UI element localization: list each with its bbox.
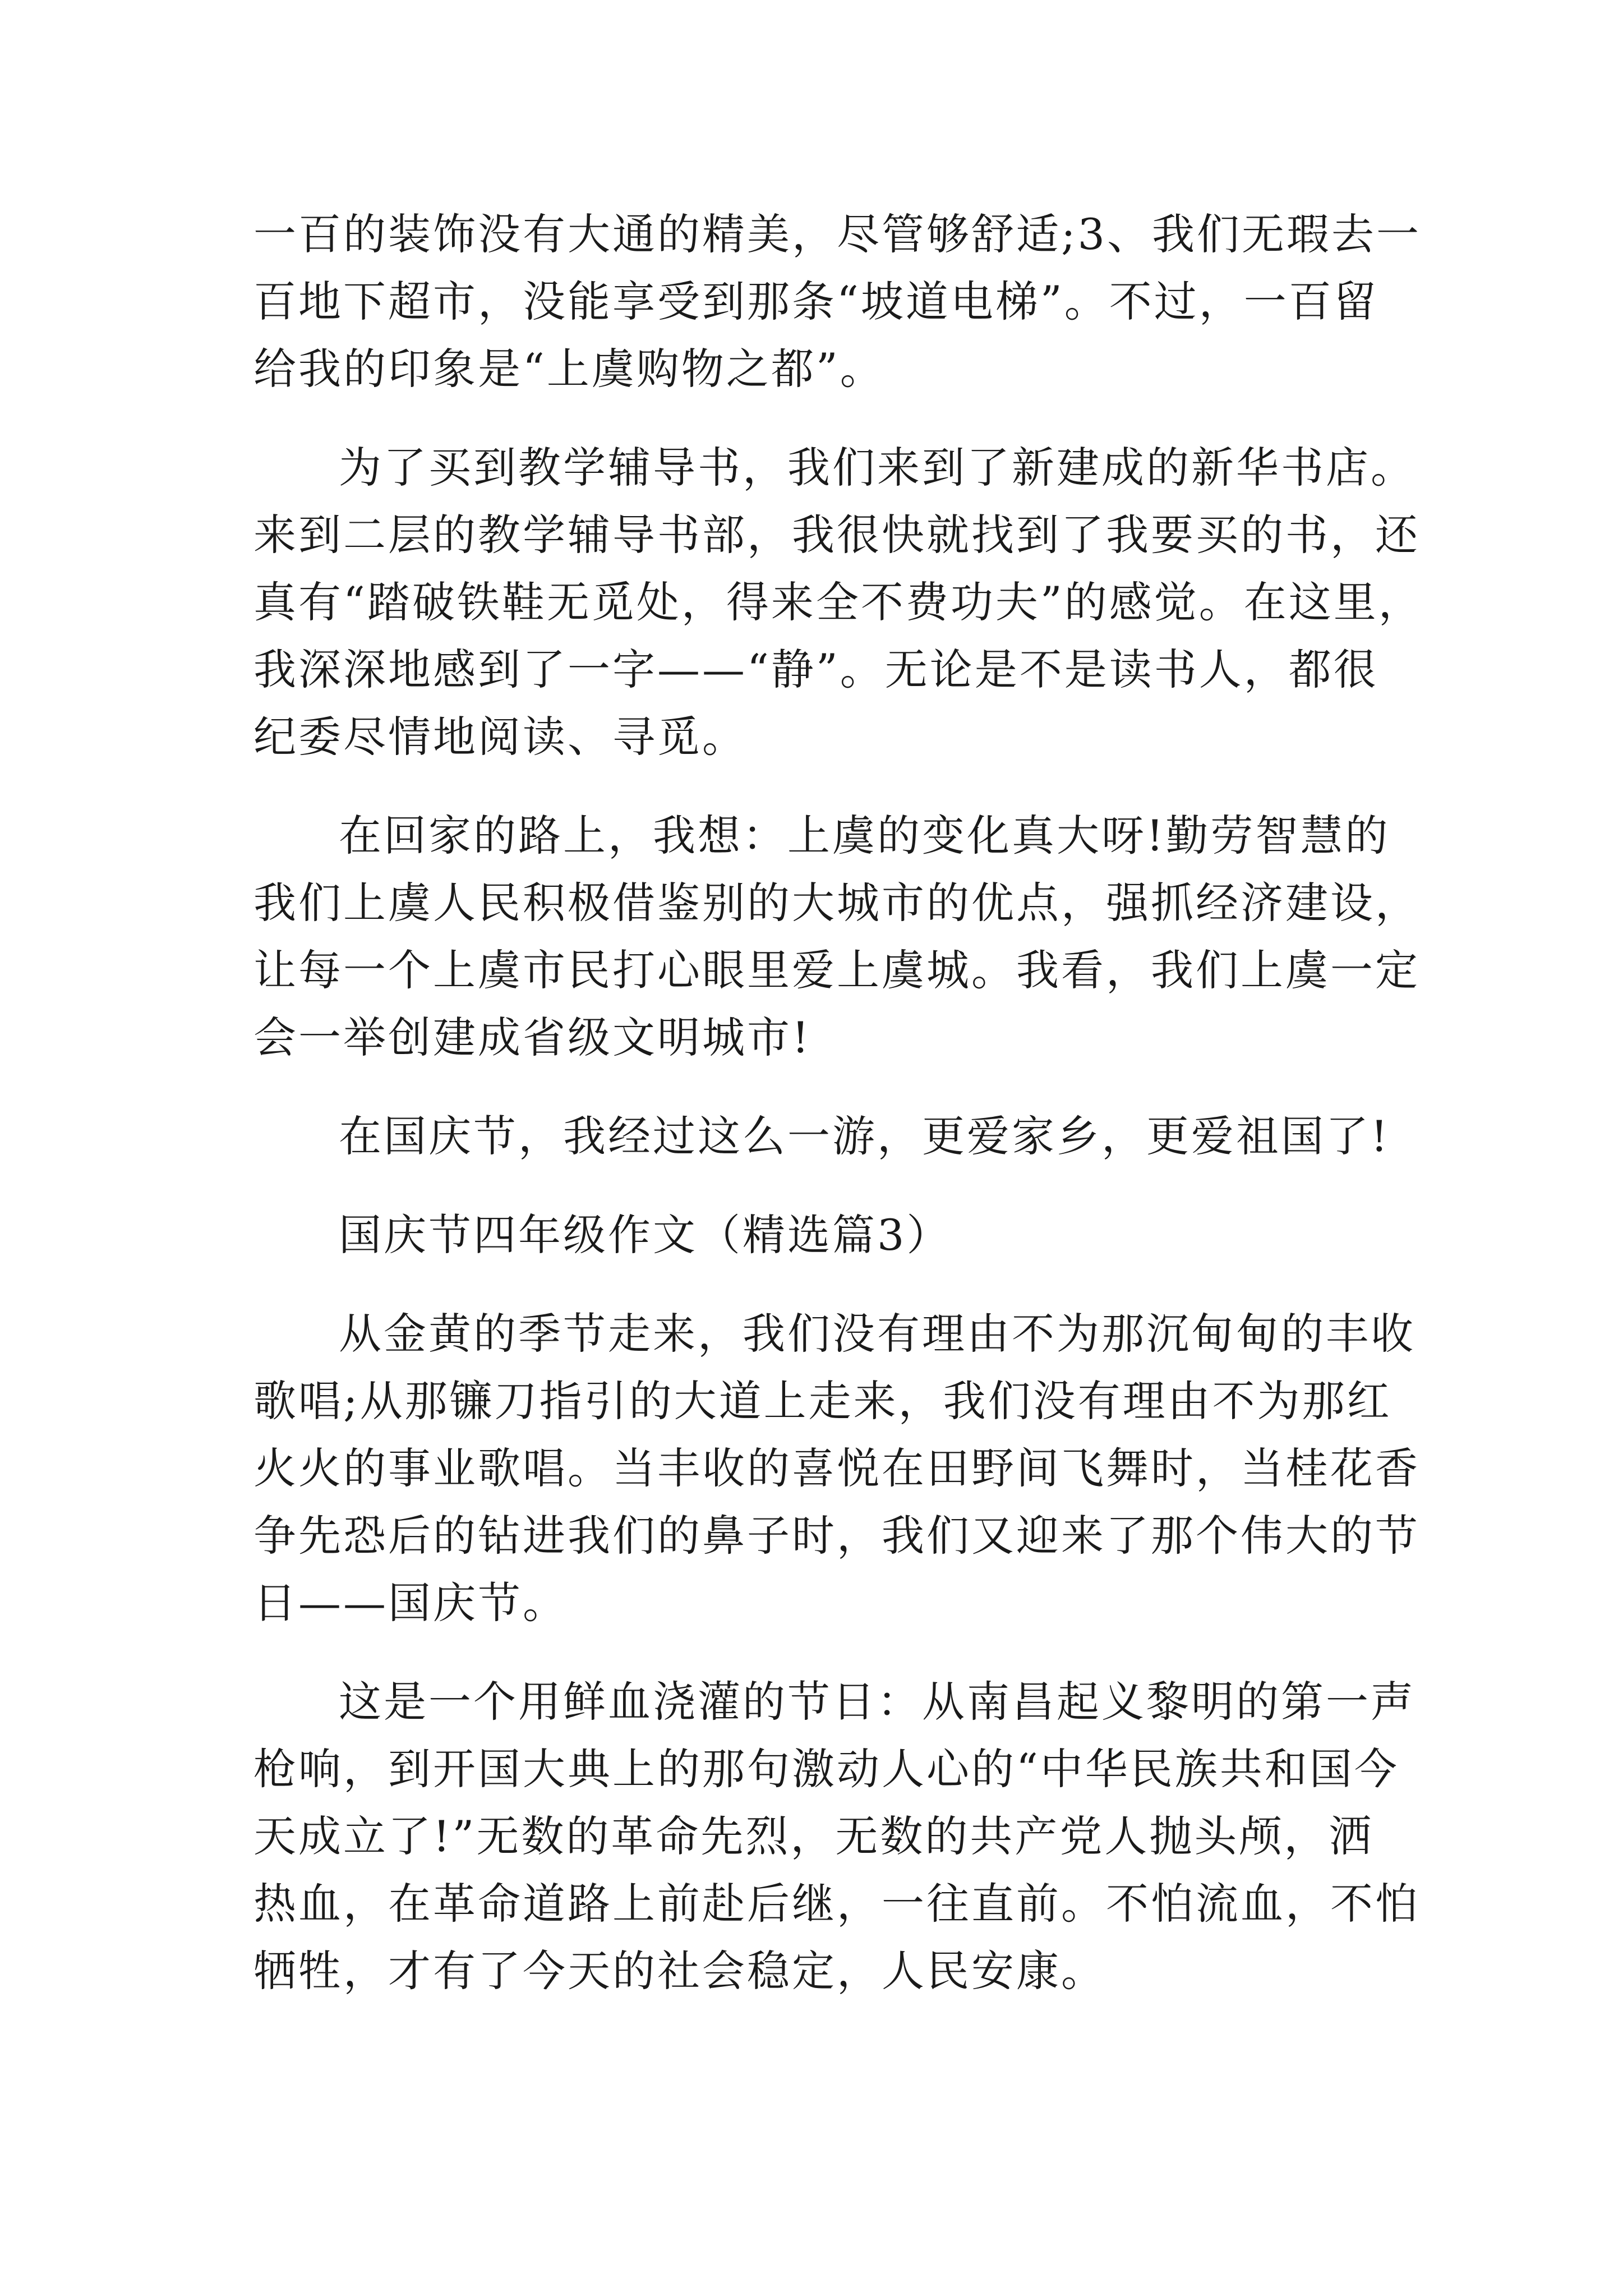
text-line: 给我的印象是“上虞购物之都”。 [253, 344, 885, 394]
text-line: 热血，在革命道路上前赴后继，一往直前。不怕流血，不怕 [253, 1879, 1420, 1929]
text-line: 我们上虞人民积极借鉴别的大城市的优点，强抓经济建设， [253, 878, 1420, 928]
paragraph-start-line: 在国庆节，我经过这么一游，更爱家乡，更爱祖国了! [339, 1111, 1390, 1161]
text-line: 真有“踏破铁鞋无觅处，得来全不费功夫”的感觉。在这里， [253, 577, 1423, 627]
text-line: 让每一个上虞市民打心眼里爱上虞城。我看，我们上虞一定 [253, 945, 1420, 995]
text-line: 枪响，到开国大典上的那句激动人心的“中华民族共和国今 [253, 1744, 1399, 1794]
text-line: 争先恐后的钻进我们的鼻子时，我们又迎来了那个伟大的节 [253, 1511, 1420, 1561]
text-line: 日——国庆节。 [253, 1578, 568, 1628]
text-line: 我深深地感到了一字——“静”。无论是不是读书人，都很 [253, 645, 1378, 694]
text-line: 歌唱;从那镰刀指引的大道上走来，我们没有理由不为那红 [253, 1376, 1392, 1426]
text-line: 会一举创建成省级文明城市! [253, 1013, 811, 1062]
text-line: 火火的事业歌唱。当丰收的喜悦在田野间飞舞时，当桂花香 [253, 1443, 1420, 1493]
text-line: 牺牲，才有了今天的社会稳定，人民安康。 [253, 1946, 1106, 1996]
text-line: 来到二层的教学辅导书部，我很快就找到了我要买的书，还 [253, 510, 1420, 560]
text-line: 天成立了!”无数的革命先烈，无数的共产党人抛头颅，洒 [253, 1811, 1374, 1861]
text-line: 百地下超市，没能享受到那条“坡道电梯”。不过，一百留 [253, 277, 1378, 326]
text-line: 一百的装饰没有大通的精美，尽管够舒适;3、我们无瑕去一 [253, 209, 1421, 259]
paragraph-start-line: 为了买到教学辅导书，我们来到了新建成的新华书店。 [339, 443, 1415, 493]
paragraph-start-line: 从金黄的季节走来，我们没有理由不为那沉甸甸的丰收 [339, 1309, 1415, 1359]
text-line: 纪委尽情地阅读、寻觅。 [253, 712, 747, 762]
paragraph-start-line: 在回家的路上，我想：上虞的变化真大呀!勤劳智慧的 [339, 811, 1390, 861]
paragraph-start-line: 这是一个用鲜血浇灌的节日：从南昌起义黎明的第一声 [339, 1677, 1415, 1727]
section-heading: 国庆节四年级作文（精选篇3） [339, 1210, 952, 1260]
essay-body [253, 201, 1423, 2005]
